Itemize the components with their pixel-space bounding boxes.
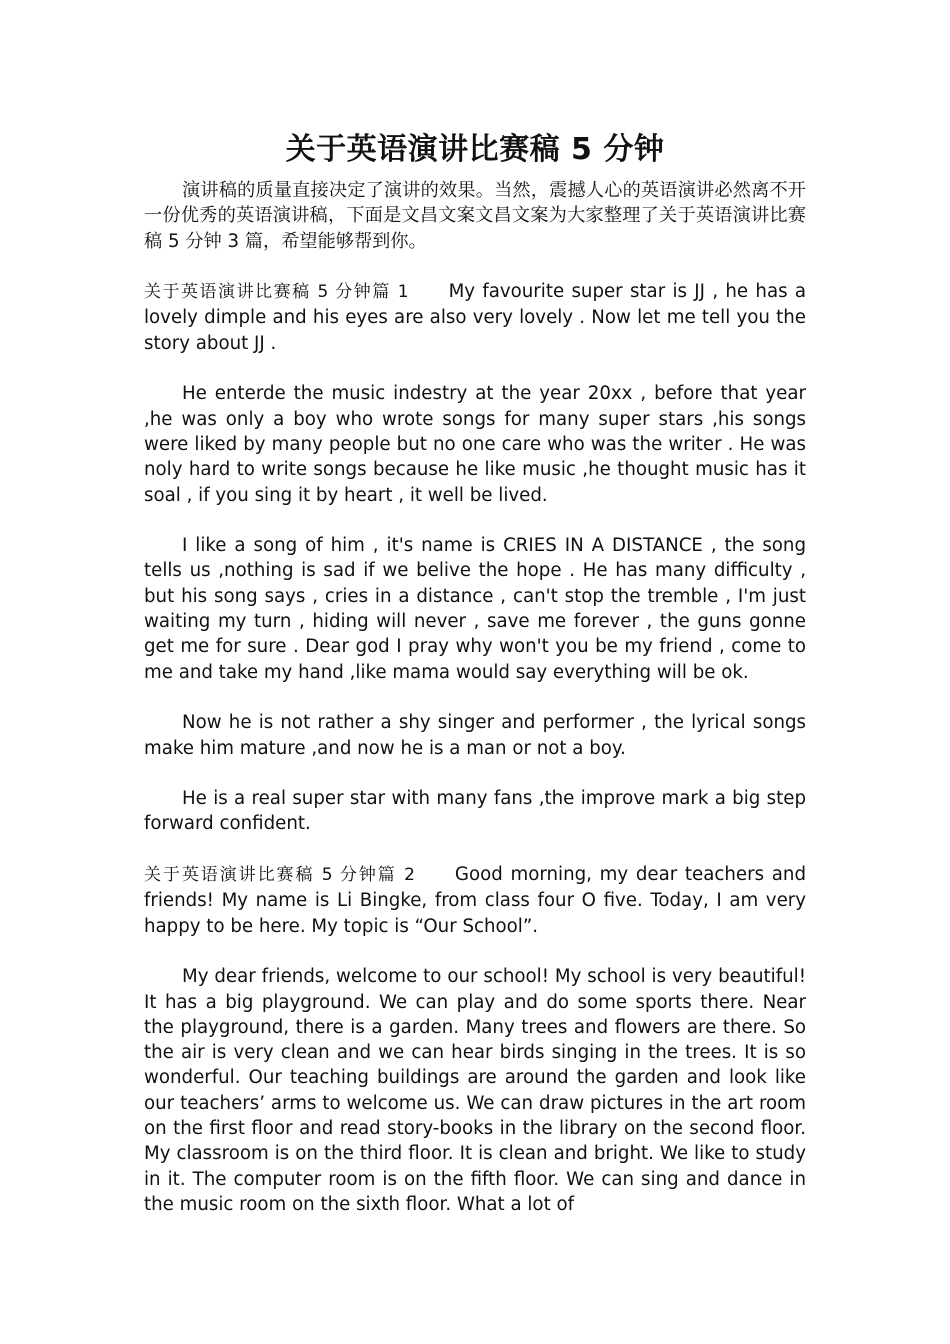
section1-p5: He is a real super star with many fans ,the improve mark a big step forward confident.	[144, 788, 806, 835]
section2-p2: My dear friends, welcome to our school! My school is very beautiful! It has a big playground. We can play and do some sports there. Near the playground, there is a garden. Many trees and flowers are there. So the air is very clean and we can hear birds singing in the trees. It is so wonderful. Our teaching buildings are around the garden and look like our teachers’ arms to welcome us. We can draw pictures in the art room on the first floor and read story-books in the library on the second floor. My classroom is on the third floor. It is clean and bright. We like to study in it. The computer room is on the fifth floor. We can sing and dance in the music room on the sixth floor. What a lot of	[144, 966, 806, 1215]
section2-heading: 关于英语演讲比赛稿 5 分钟篇 2	[144, 865, 415, 886]
document-title: 关于英语演讲比赛稿 5 分钟	[285, 132, 665, 167]
document-page	[144, 128, 806, 1217]
paragraph-gap	[144, 254, 806, 279]
section1-p1-text: My favourite super star is JJ , he has a lovely dimple and his eyes are also very lovely . Now let me tell you the story about JJ .	[144, 281, 807, 354]
paragraph-gap	[144, 356, 806, 381]
section2-first-paragraph	[144, 862, 806, 939]
paragraph-gap	[144, 837, 806, 862]
paragraph-gap	[144, 761, 806, 786]
section1-first-paragraph	[144, 279, 806, 356]
paragraph-gap	[144, 939, 806, 964]
section1-heading: 关于英语演讲比赛稿 5 分钟篇 1	[144, 282, 409, 303]
section1-p4: Now he is not rather a shy singer and performer , the lyrical songs make him mature ,and now he is a man or not a boy.	[144, 712, 806, 759]
section1-p2: He enterde the music indestry at the year 20xx , before that year ,he was only a boy who wrote songs for many super stars ,his songs were liked by many people but no one care who was the writer . He was noly hard to write songs because he like music ,he thought music has it soal , if you sing it by heart , it well be lived.	[144, 383, 806, 506]
paragraph-gap	[144, 508, 806, 533]
paragraph-gap	[144, 685, 806, 710]
section1-p3: I like a song of him , it's name is CRIES IN A DISTANCE , the song tells us ,nothing is sad if we belive the hope . He has many difficulty , but his song says , cries in a distance , can't stop the tremble , I'm just waiting my turn , hiding will never , save me forever , the guns gonne get me for sure . Dear god I pray why won't you be my friend , come to me and take my hand ,like mama would say everything will be ok.	[144, 535, 806, 683]
intro-paragraph: 演讲稿的质量直接决定了演讲的效果。当然，震撼人心的英语演讲必然离不开一份优秀的英语演讲稿，下面是文昌文案文昌文案为大家整理了关于英语演讲比赛稿 5 分钟 3 篇，希望能够帮到你。	[144, 180, 806, 252]
section2-p1-text: Good morning, my dear teachers and friends! My name is Li Bingke, from class four O five. Today, I am very happy to be here. My topic is “Our School”.	[144, 864, 806, 937]
